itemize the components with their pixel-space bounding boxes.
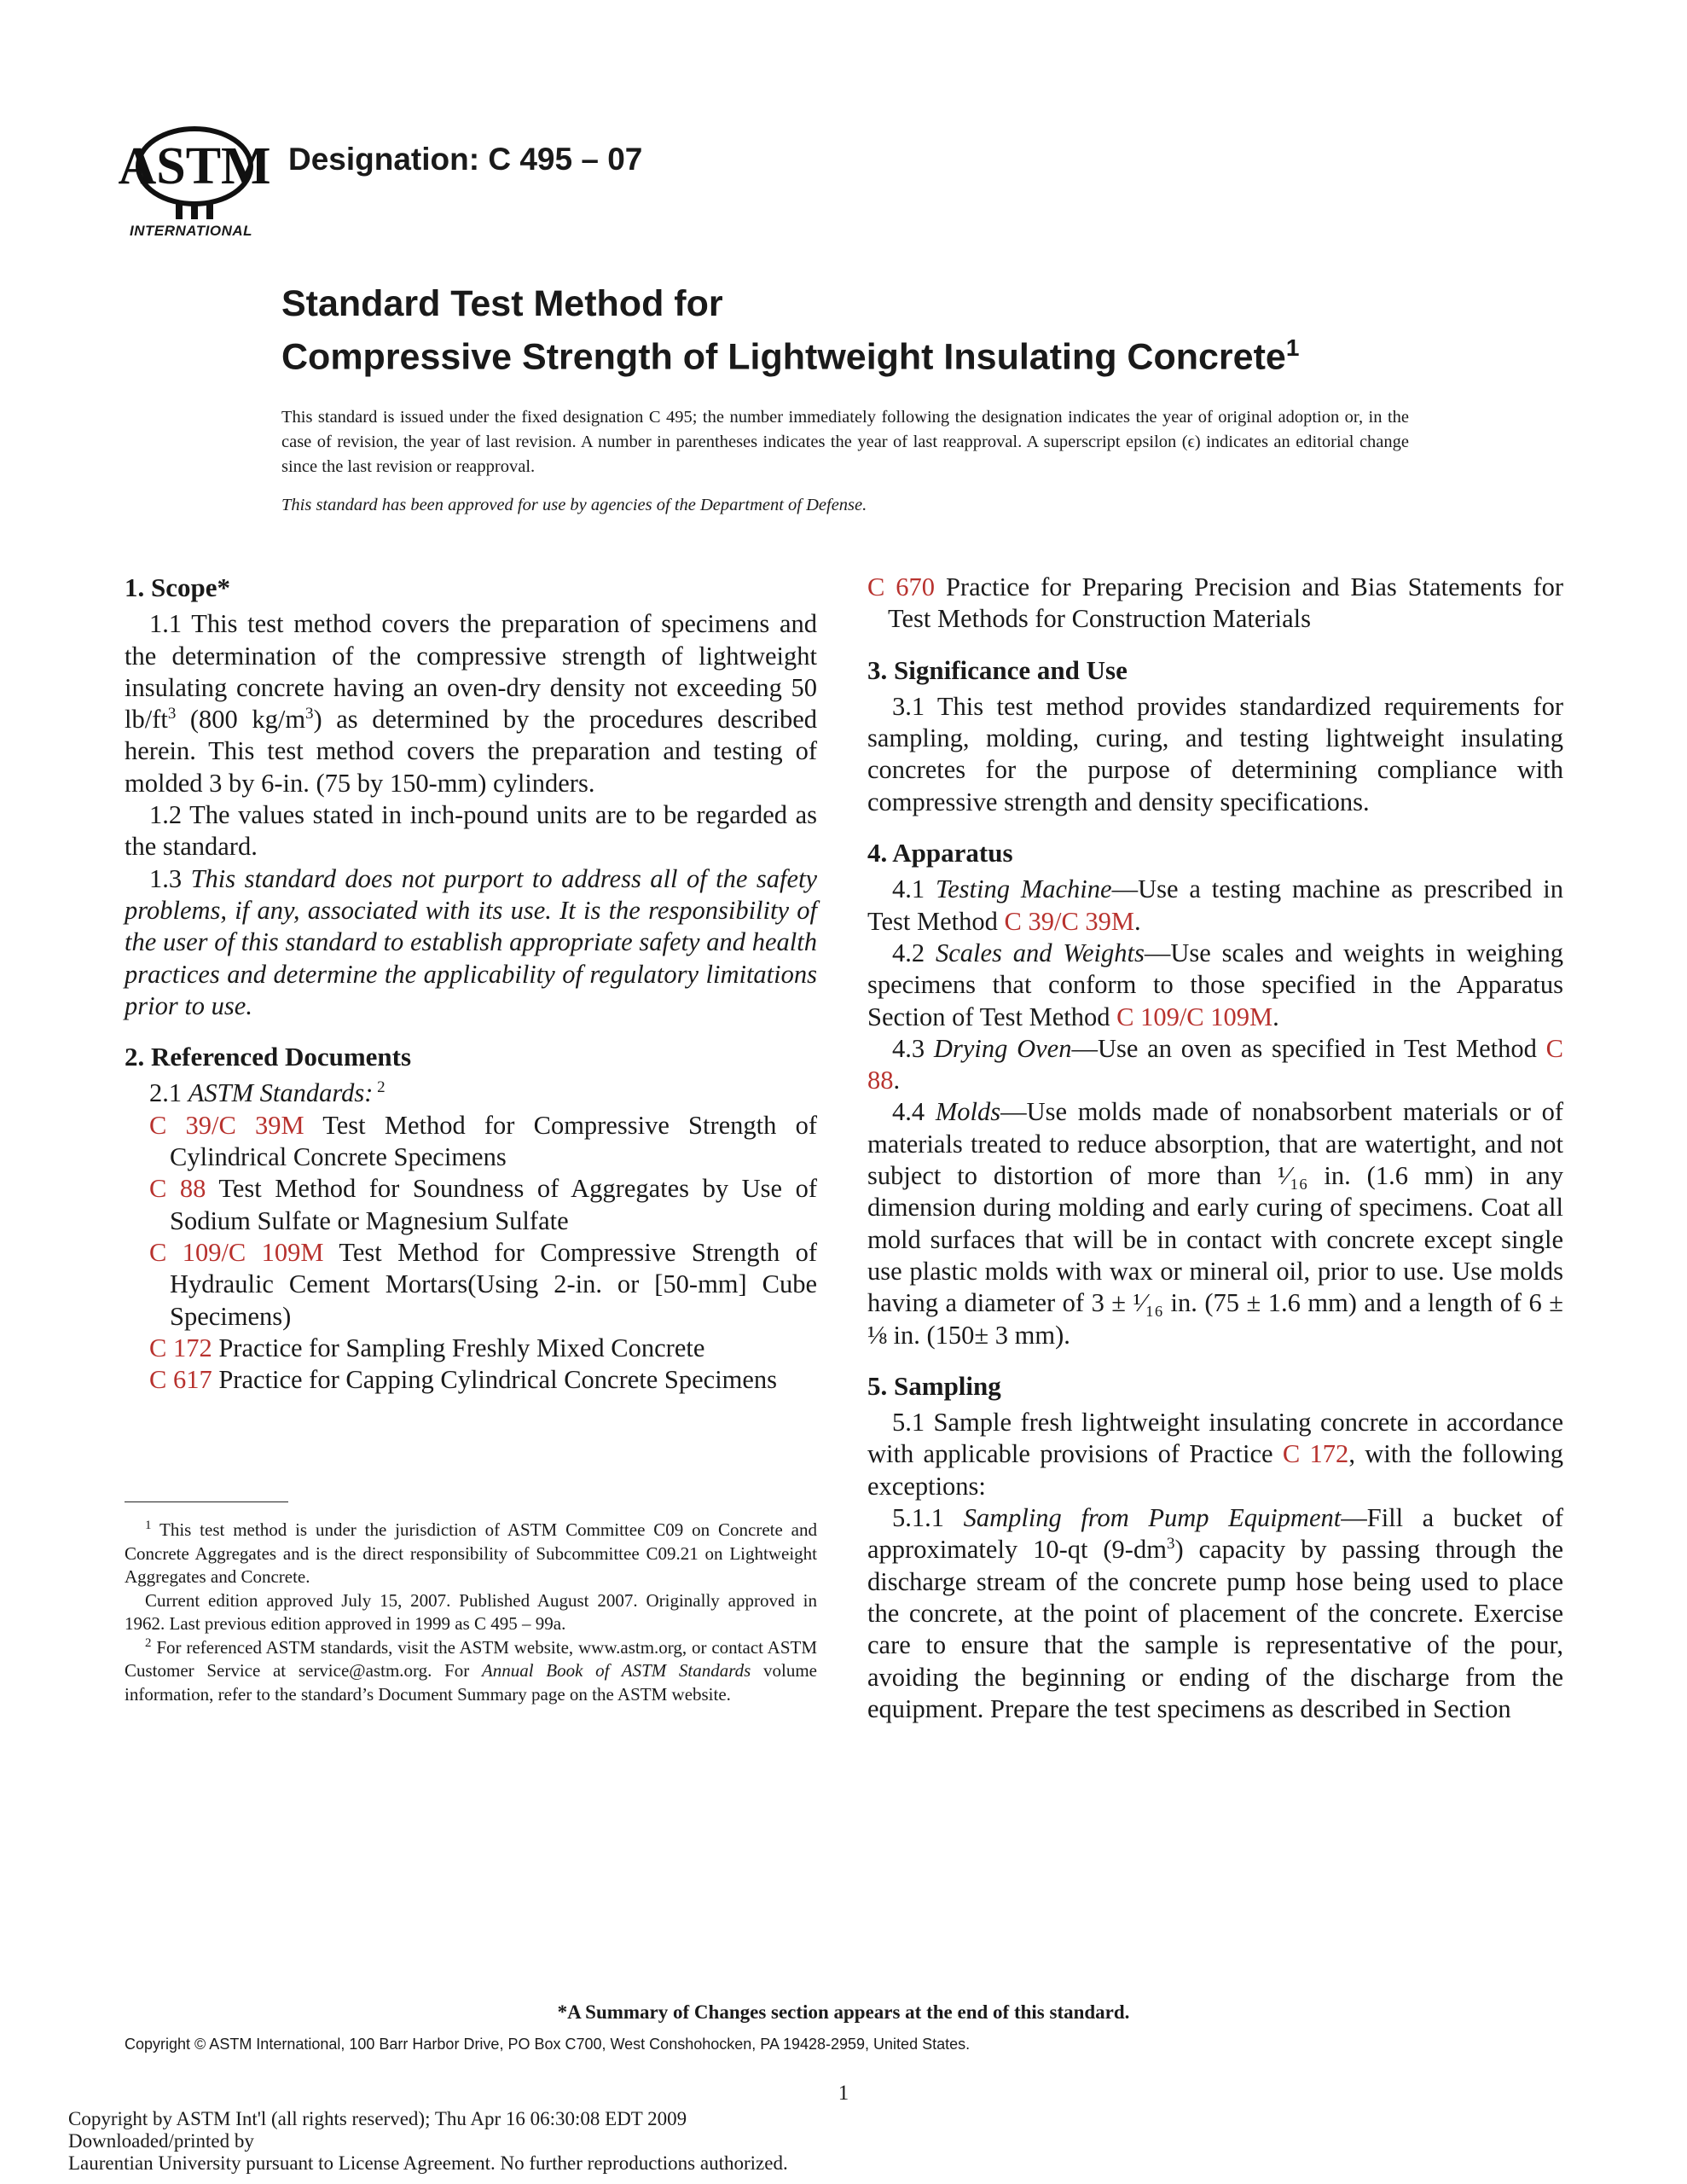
safety-statement: This standard does not purport to address all of the safety problems, if any, associated with its use. It is the responsibility of the user of this standard to establish appropriate safety and health practices and determine the applicability of regulatory limitations prior to use. <box>125 863 818 1020</box>
paragraph-text: —Use a testing machine as prescribed in Test Method <box>867 874 1563 936</box>
footnote-italic: Annual Book of ASTM Standards <box>481 1660 751 1681</box>
reference-title: Practice for Preparing Precision and Bias Statements for Test Methods for Construction Materials <box>888 572 1564 634</box>
term: Testing Machine <box>935 874 1112 904</box>
paragraph-number: 4.4 <box>892 1097 936 1127</box>
paragraph-5-1-1 <box>867 1502 1563 1725</box>
reference-link[interactable]: C 109/C 109M <box>149 1237 324 1267</box>
reference-link[interactable]: C 670 <box>867 572 936 601</box>
reference-entry <box>149 1110 817 1174</box>
download-line: Laurentian University pursuant to License Agreement. No further reproductions authorized. <box>68 2152 788 2174</box>
term: Sampling from Pump Equipment <box>963 1503 1342 1533</box>
paragraph-1-3 <box>125 863 817 1022</box>
download-line: Downloaded/printed by <box>68 2130 254 2152</box>
download-notice <box>68 2108 788 2175</box>
reference-link[interactable]: C 109/C 109M <box>1116 1002 1273 1031</box>
paragraph-number: 4.2 <box>892 938 936 967</box>
reference-link[interactable]: C 39/C 39M <box>1004 906 1135 936</box>
footnote-text: This test method is under the jurisdiction of ASTM Committee C09 on Concrete and Concrete Aggregates and is the direct responsibility of Subcommittee C09.21 on Lightweight Aggregates and Concrete. <box>125 1519 817 1587</box>
term: Molds <box>935 1097 1001 1127</box>
reference-entry <box>149 1173 817 1237</box>
title-line-2-text: Compressive Strength of Lightweight Insulating Concrete <box>281 336 1286 378</box>
reference-entry <box>867 572 1563 636</box>
superscript: 3 <box>167 705 177 723</box>
paragraph-text: . <box>1272 1002 1279 1031</box>
paragraph-4-2 <box>867 938 1563 1033</box>
reference-title: Test Method for Compressive Strength of Hydraulic Cement Mortars(Using 2-in. or [50-mm] Cube Specimens) <box>170 1237 817 1331</box>
issuance-note: This standard is issued under the fixed designation C 495; the number immediately following the designation indicates the year of original adoption or, in the case of revision, the year of last revision. A number in parentheses indicates the year of last reapproval. A superscript epsilon (ϵ) indicates an editorial change since the last revision or reapproval. <box>281 408 1409 476</box>
footnotes <box>125 1519 817 1706</box>
section-heading-apparatus: 4. Apparatus <box>867 838 1013 868</box>
reference-link[interactable]: C 617 <box>149 1365 212 1395</box>
paragraph-4-1 <box>867 874 1563 938</box>
paragraph-text: —Use scales and weights in weighing specimens that conform to those specified in the Apparatus Section of Test Method <box>867 938 1563 1031</box>
footnote-text: For referenced ASTM standards, visit the ASTM website, www.astm.org, or contact ASTM Customer Service at service@astm.org. For <box>125 1636 817 1681</box>
paragraph-number: 1.3 <box>149 863 191 893</box>
astm-standards-label: ASTM Standards: <box>188 1078 374 1108</box>
footnote-1 <box>125 1519 817 1589</box>
document-title <box>281 282 1299 379</box>
footnote-mark: 1 <box>145 1519 152 1532</box>
footnote-mark: 2 <box>373 1078 386 1097</box>
paragraph-text: —Use an oven as specified in Test Method <box>1071 1033 1546 1063</box>
reference-title: Practice for Sampling Freshly Mixed Concrete <box>212 1333 705 1362</box>
reference-title: Test Method for Compressive Strength of Cylindrical Concrete Specimens <box>170 1110 817 1172</box>
paragraph-number: 4.3 <box>892 1033 934 1063</box>
footnote-1-edition: Current edition approved July 15, 2007. Published August 2007. Originally approved in 1962. Last previous edition approved in 1999 as C 495 – 99a. <box>125 1589 817 1634</box>
section-heading-referenced-documents: 2. Referenced Documents <box>125 1042 412 1072</box>
paragraph-text: , with the following exceptions: <box>867 1439 1564 1501</box>
reference-entry <box>149 1333 817 1364</box>
designation: Designation: C 495 – 07 <box>288 142 643 177</box>
page-number: 1 <box>838 2082 849 2105</box>
paragraph-text: ) capacity by passing through the discharge stream of the concrete pump hose being used to place the concrete, at the point of placement of the concrete. Exercise care to ensure that the sample is representative of the pour, avoiding the beginning or ending of the discharge from the equipment. Prepare the test specimens as described in Section <box>867 1535 1563 1723</box>
reference-link[interactable]: C 88 <box>149 1174 206 1204</box>
paragraph-text: 5.1 Sample fresh lightweight insulating concrete in accordance with applicable provisions of Practice <box>867 1408 1563 1469</box>
logo-international-text: INTERNATIONAL <box>130 223 253 239</box>
term: Scales and Weights <box>935 938 1145 967</box>
paragraph-text: —Fill a bucket of approximately 10-qt (9-dm <box>867 1503 1564 1565</box>
reference-entry <box>149 1364 817 1396</box>
paragraph-4-4 <box>867 1096 1563 1350</box>
paragraph-number: 4.1 <box>892 874 936 904</box>
superscript: 3 <box>305 705 314 723</box>
reference-entry <box>149 1237 817 1333</box>
paragraph-text: . <box>1134 906 1141 936</box>
title-line-1: Standard Test Method for <box>281 283 723 324</box>
paragraph-2-1 <box>125 1077 817 1109</box>
paragraph-5-1 <box>867 1407 1563 1502</box>
svg-text:ASTM: ASTM <box>118 137 271 195</box>
paragraph-1-2: 1.2 The values stated in inch-pound units are to be regarded as the standard. <box>125 800 817 862</box>
reference-link[interactable]: C 88 <box>867 1033 1564 1095</box>
section-heading-scope: 1. Scope* <box>125 572 230 602</box>
footnote-mark: 2 <box>145 1635 152 1650</box>
superscript: 3 <box>1166 1535 1175 1554</box>
section-heading-significance: 3. Significance and Use <box>867 654 1128 685</box>
title-footnote-mark: 1 <box>1285 334 1300 361</box>
paragraph-text: . <box>893 1066 901 1095</box>
download-line: Copyright by ASTM Int'l (all rights reserved); Thu Apr 16 06:30:08 EDT 2009 <box>68 2108 687 2129</box>
section-heading-sampling: 5. Sampling <box>867 1370 1001 1401</box>
reference-link[interactable]: C 39/C 39M <box>149 1110 304 1140</box>
title-line-2 <box>281 326 1299 379</box>
right-column <box>867 572 1563 1725</box>
left-column <box>125 572 817 1396</box>
term: Drying Oven <box>933 1033 1072 1063</box>
paragraph-number: 5.1.1 <box>892 1503 964 1533</box>
paragraph-1-1-text: 1.1 This test method covers the preparation of specimens and the determination of the compressive strength of lightweight insulating concrete having an oven-dry density not exceeding 50 lb/ft <box>125 609 817 735</box>
reference-title: Test Method for Soundness of Aggregates by Use of Sodium Sulfate or Magnesium Sulfate <box>170 1174 817 1235</box>
paragraph-1-1-text: ) as determined by the procedures described herein. This test method covers the preparation and testing of molded 3 by 6-in. (75 by 150-mm) cylinders. <box>125 705 817 798</box>
astm-logo <box>118 113 271 241</box>
paragraph-number: 2.1 <box>149 1078 188 1108</box>
paragraph-1-1-text: (800 kg/m <box>176 705 306 735</box>
summary-of-changes-note: *A Summary of Changes section appears at the end of this standard. <box>557 2001 1130 2023</box>
dod-approval-note: This standard has been approved for use by agencies of the Department of Defense. <box>281 496 867 514</box>
paragraph-3-1: 3.1 This test method provides standardized requirements for sampling, molding, curing, and testing lightweight insulating concretes for the purpose of determining compliance with compressive strength and density specifications. <box>867 691 1563 816</box>
paragraph-4-3 <box>867 1033 1563 1097</box>
reference-link[interactable]: C 172 <box>1282 1439 1349 1469</box>
footnote-2 <box>125 1636 817 1707</box>
astm-copyright: Copyright © ASTM International, 100 Barr Harbor Drive, PO Box C700, West Conshohocken, PA 19428-2959, United States. <box>125 2036 971 2053</box>
paragraph-text: —Use molds made of nonabsorbent materials or of materials treated to reduce absorption, that are watertight, and not subject to distortion of more than ¹⁄₁₆ in. (1.6 mm) in any dimension during molding and early curing of specimens. Coat all mold surfaces that will be in contact with concrete except single use plastic molds with wax or mineral oil, prior to use. Use molds having a diameter of 3 ± ¹⁄₁₆ in. (75 ± 1.6 mm) and a length of 6 ± ⅛ in. (150± 3 mm). <box>867 1097 1563 1350</box>
reference-title: Practice for Capping Cylindrical Concrete Specimens <box>212 1365 778 1395</box>
reference-link[interactable]: C 172 <box>149 1333 212 1362</box>
paragraph-1-1 <box>125 608 817 799</box>
footnote-text: volume information, refer to the standard’s Document Summary page on the ASTM website. <box>125 1660 817 1705</box>
